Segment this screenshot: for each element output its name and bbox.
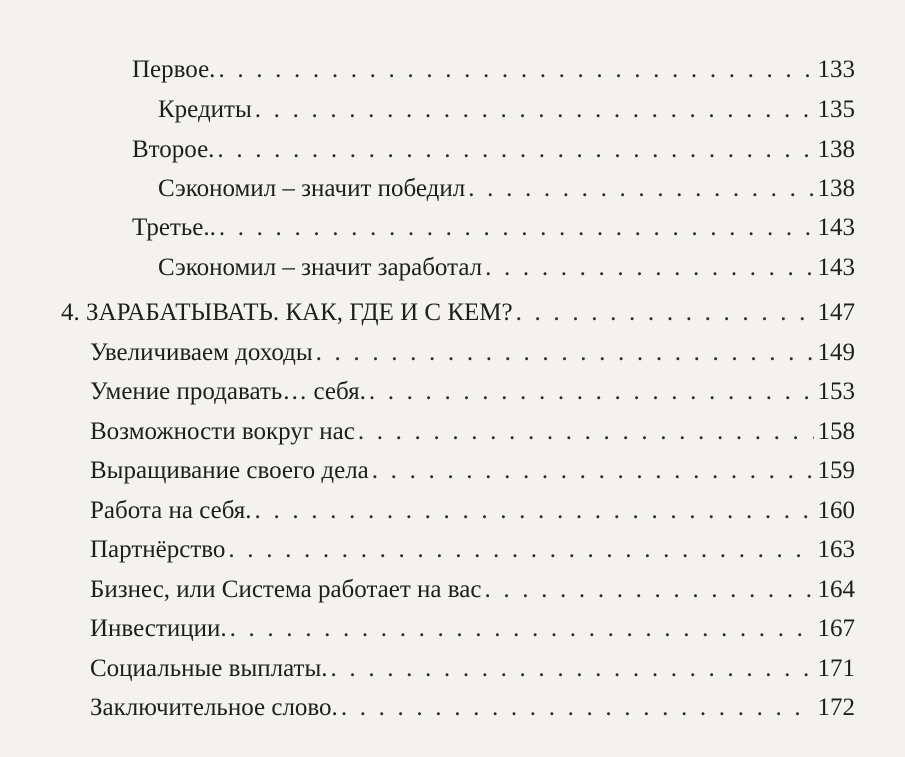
toc-entry-page: 172 <box>817 694 855 721</box>
toc-entry-title: Второе. <box>132 136 215 163</box>
dot-leader <box>516 297 814 329</box>
toc-entry-page: 164 <box>817 576 855 603</box>
toc-entry <box>132 212 855 244</box>
toc-entry-page: 138 <box>817 136 855 163</box>
toc-entry <box>90 574 855 606</box>
dot-leader <box>219 212 814 244</box>
toc-entry-title: Выращивание своего дела <box>90 457 369 484</box>
toc-entry-title: Социальные выплаты. <box>90 655 328 682</box>
toc-entry <box>90 495 855 527</box>
toc-entry-title: Инвестиции. <box>90 615 227 642</box>
toc-entry-title: Увеличиваем доходы <box>90 339 313 366</box>
dot-leader <box>218 54 813 86</box>
dot-leader <box>316 337 814 369</box>
toc-entry-page: 143 <box>817 214 855 241</box>
toc-entry <box>158 173 855 205</box>
toc-entry-title: Сэкономил – значит победил <box>158 175 466 202</box>
toc-entry-title: Возможности вокруг нас <box>90 418 355 445</box>
dot-leader <box>484 574 813 606</box>
toc-entry-title: Сэкономил – значит заработал <box>158 254 483 281</box>
dot-leader <box>372 455 814 487</box>
toc-entry-page: 138 <box>817 175 855 202</box>
toc-entry <box>90 613 855 645</box>
toc-entry-page: 167 <box>817 615 855 642</box>
toc-entry <box>158 252 855 284</box>
toc-entry-page: 160 <box>817 497 855 524</box>
toc-entry <box>90 455 855 487</box>
toc-entry-title: Работа на себя. <box>90 497 252 524</box>
toc-entry <box>90 337 855 369</box>
dot-leader <box>230 613 814 645</box>
toc-entry <box>90 692 855 724</box>
toc-entry-title: Кредиты <box>158 96 252 123</box>
toc-entry-page: 153 <box>817 378 855 405</box>
toc-entry-page: 143 <box>817 254 855 281</box>
toc-entry-page: 163 <box>817 536 855 563</box>
toc-entry-page: 135 <box>817 96 855 123</box>
toc-entry-page: 158 <box>817 418 855 445</box>
toc-entry-title: Первое. <box>132 56 216 83</box>
dot-leader <box>468 173 813 205</box>
dot-leader <box>358 416 814 448</box>
dot-leader <box>255 495 814 527</box>
toc-entry-title: Заключительное слово. <box>90 694 338 721</box>
toc-entry <box>90 653 855 685</box>
toc-chapter-heading <box>61 297 855 329</box>
toc-entry <box>132 54 855 86</box>
toc-entry-title: Партнёрство <box>90 536 226 563</box>
toc-entry <box>90 534 855 566</box>
toc-entry-title: Умение продавать… себя. <box>90 378 366 405</box>
dot-leader <box>341 692 814 724</box>
toc-entry <box>132 134 855 166</box>
dot-leader <box>331 653 814 685</box>
toc-entry <box>158 94 855 126</box>
dot-leader <box>228 534 813 566</box>
dot-leader <box>255 94 814 126</box>
toc-entry-page: 149 <box>817 339 855 366</box>
dot-leader <box>369 376 814 408</box>
toc-entry <box>90 376 855 408</box>
toc-entry-title: 4. ЗАРАБАТЫВАТЬ. КАК, ГДЕ И С КЕМ? <box>61 299 513 326</box>
toc-entry-page: 133 <box>817 56 855 83</box>
dot-leader <box>217 134 813 166</box>
toc-entry-page: 159 <box>817 457 855 484</box>
toc-entry-title: Третье.. <box>132 214 216 241</box>
toc-entry-page: 171 <box>817 655 855 682</box>
dot-leader <box>485 252 813 284</box>
toc-entry-title: Бизнес, или Система работает на вас <box>90 576 482 603</box>
toc-entry <box>90 416 855 448</box>
toc-entry-page: 147 <box>817 299 855 326</box>
